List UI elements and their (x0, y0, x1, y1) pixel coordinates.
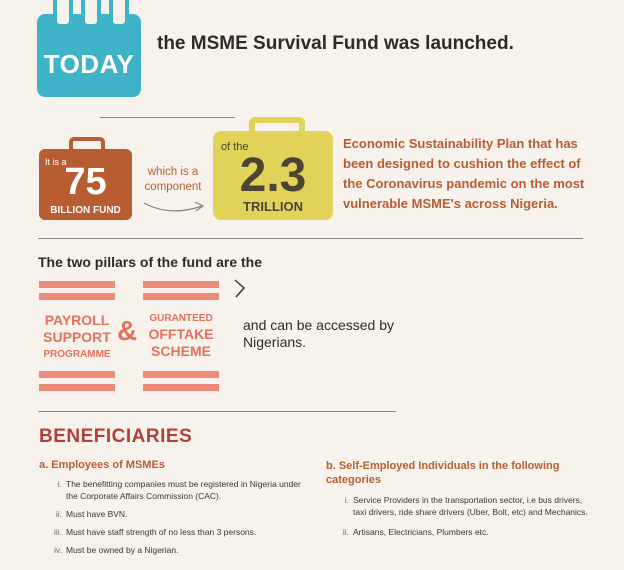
calendar-ring-icon (109, 0, 129, 28)
headline: the MSME Survival Fund was launched. (157, 33, 514, 54)
pillar-line: PROGRAMME (43, 349, 111, 360)
divider (100, 117, 235, 118)
item-text: Must be owned by a Nigerian. (66, 545, 179, 555)
list-item (50, 544, 310, 556)
ampersand: & (117, 315, 138, 346)
fund-prefix: It is a (45, 157, 67, 167)
plan-description: Economic Sustainability Plan that has been designed to cushion the effect of the Coronavirus pandemic on the most vulnerable MSME's across Nigeria. (343, 136, 585, 211)
item-text: Must have BVN. (66, 509, 128, 519)
list-item (50, 508, 310, 520)
pillar-line: SUPPORT (43, 329, 111, 345)
stripe (39, 371, 115, 378)
item-number: i. (344, 495, 349, 505)
pillar-line: PAYROLL (44, 312, 110, 328)
calendar-label: TODAY (43, 49, 135, 79)
beneficiaries-title: BENEFICIARIES (39, 426, 193, 447)
plan-caption: TRILLION (243, 199, 303, 214)
stripe (39, 281, 115, 288)
bag-body (39, 149, 132, 220)
stripe (39, 293, 115, 300)
component-line: which is a (147, 166, 199, 178)
stripe (143, 293, 219, 300)
item-text: Must have staff strength of no less than 3 persons. (66, 527, 257, 537)
plan-prefix: of the (221, 141, 249, 153)
calendar-icon (37, 0, 141, 97)
group-b-list (337, 494, 597, 546)
pillar-label (39, 312, 115, 363)
pillar-line: OFFTAKE (148, 326, 214, 342)
stripe (39, 384, 115, 391)
pillar-payroll-support (39, 281, 115, 393)
group-b-heading: b. Self-Employed Individuals in the following categories (326, 460, 560, 486)
fund-bag (39, 146, 132, 220)
item-number: i. (57, 479, 62, 489)
item-number: iii. (53, 527, 62, 537)
component-line: component (144, 181, 202, 193)
item-text: Artisans, Electricians, Plumbers etc. (353, 527, 489, 537)
item-number: ii. (55, 509, 62, 519)
pillars-intro: The two pillars of the fund are the (38, 254, 263, 270)
divider (38, 411, 396, 412)
calendar-ring-icon (81, 0, 101, 28)
stripe (143, 281, 219, 288)
list-item (337, 494, 597, 518)
item-number: iv. (54, 545, 62, 555)
group-a-list (50, 478, 310, 562)
group-a-heading: a. Employees of MSMEs (39, 459, 165, 471)
access-text: and can be accessed by Nigerians. (243, 317, 394, 350)
arrow-icon (231, 277, 249, 301)
fund-caption: BILLION FUND (50, 205, 121, 216)
bag-body (213, 131, 333, 220)
list-item (50, 478, 310, 502)
stripe (143, 371, 219, 378)
pillar-line: SCHEME (151, 343, 211, 359)
component-text (136, 165, 210, 195)
curved-arrow-icon (140, 197, 210, 217)
list-item (337, 526, 597, 538)
pillar-guaranteed-offtake (143, 281, 219, 393)
pillar-label (143, 312, 219, 360)
stripe (143, 384, 219, 391)
calendar-ring-icon (53, 0, 73, 28)
fund-amount: 75 (64, 161, 107, 203)
item-text: The benefitting companies must be registered in Nigeria under the Corporate Affairs Commission (CAC). (66, 479, 301, 501)
divider (38, 238, 583, 239)
plan-bag (213, 128, 333, 220)
list-item (50, 526, 310, 538)
item-text: Service Providers in the transportation sector, i.e bus drivers, taxi drivers, ride share drivers (Uber, Bolt, etc) and Mechanics. (353, 495, 588, 517)
pillar-line: GURANTEED (149, 313, 213, 324)
plan-amount: 2.3 (239, 149, 307, 202)
item-number: ii. (342, 527, 349, 537)
